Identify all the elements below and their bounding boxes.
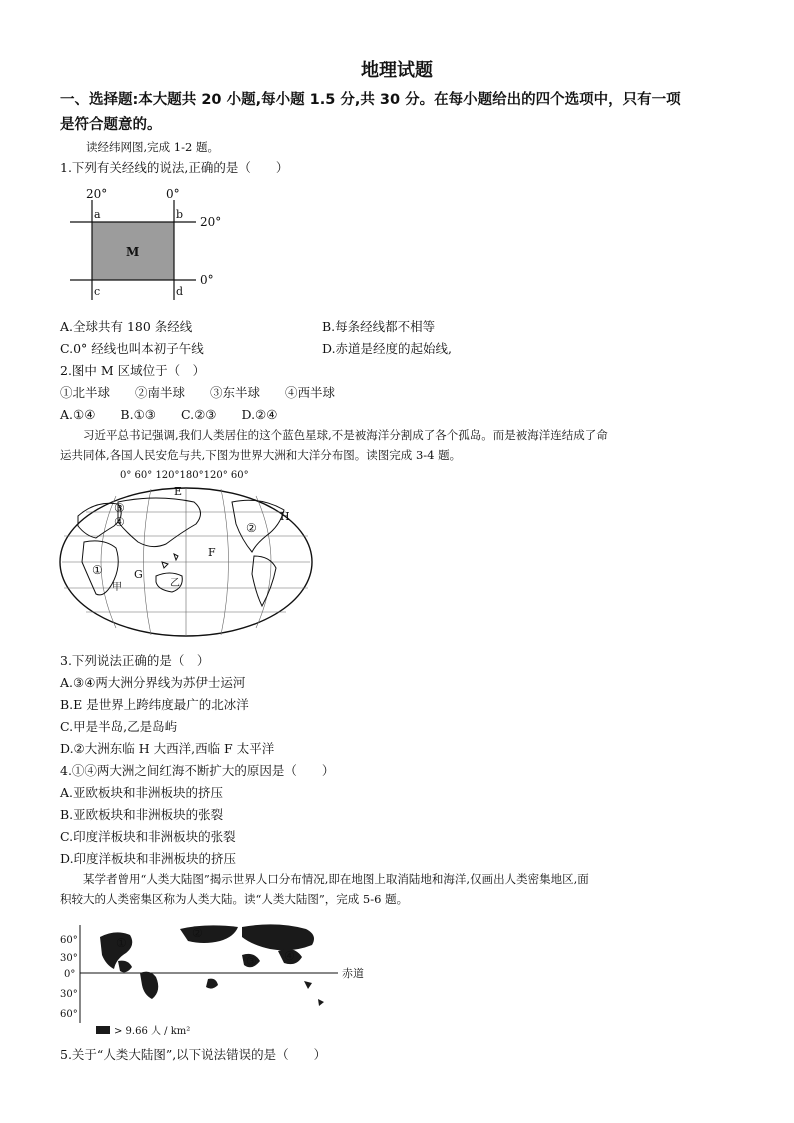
jia-label: 甲 — [112, 582, 122, 593]
q2-stem: 2.图中 M 区域位于（ ） — [60, 363, 206, 378]
q1-option-d: D.赤道是经度的起始线, — [322, 341, 453, 356]
lat-30s-label: 30° — [60, 989, 78, 1000]
continent-3-label: ③ — [114, 501, 125, 515]
q3-option-d: D.②大洲东临 H 大西洋,西临 F 太平洋 — [60, 741, 275, 756]
q1-stem: 1.下列有关经线的说法,正确的是（ ） — [60, 160, 289, 175]
cluster-2 — [180, 925, 238, 943]
cluster-asia — [242, 924, 314, 950]
latlong-grid-figure — [62, 180, 242, 302]
islands-outline — [162, 554, 178, 568]
equator-label: 赤道 — [342, 967, 364, 980]
asia-outline — [118, 498, 201, 547]
south-america-outline — [252, 556, 276, 606]
intro-q1-2: 读经纬网图,完成 1-2 题。 — [86, 140, 219, 154]
cluster-sa — [140, 972, 158, 999]
passage-5-6-line2: 积较大的人类密集区称为人类大陆。读“人类大陆图”，完成 5-6 题。 — [60, 892, 409, 906]
q1-option-b: B.每条经线都不相等 — [322, 319, 436, 334]
passage-3-4-line1: 习近平总书记强调,我们人类居住的这个蓝色星球,不是被海洋分割成了各个孤岛。而是被海洋连结成了命 — [60, 428, 608, 442]
lat-60s-label: 60° — [60, 1009, 78, 1020]
point-b: b — [176, 208, 184, 221]
q2-options: ①北半球 ②南半球 ③东半球 ④西半球 — [60, 385, 336, 400]
cluster-1-label: ① — [116, 936, 127, 950]
section-heading-line2: 是符合题意的。 — [60, 117, 162, 133]
cluster-3-label: ③ — [246, 954, 257, 968]
lon-left-label: 20° — [86, 187, 108, 201]
q4-option-d: D.印度洋板块和非洲板块的挤压 — [60, 851, 237, 866]
continent-2-label: ② — [246, 521, 257, 535]
q5-stem: 5.关于“人类大陆图”,以下说法错误的是（ ） — [60, 1047, 327, 1062]
q4-stem: 4.①④两大洲之间红海不断扩大的原因是（ ） — [60, 763, 335, 778]
q4-option-a: A.亚欧板块和非洲板块的挤压 — [60, 785, 224, 800]
q3-option-b: B.E 是世界上跨纬度最广的北冰洋 — [60, 697, 249, 712]
continent-4-label: ④ — [114, 515, 125, 529]
q1-option-c: C.0° 经线也叫本初子午线 — [60, 341, 204, 356]
map-top-labels: 0° 60° 120°180°120° 60° — [120, 470, 249, 481]
point-a: a — [94, 208, 101, 221]
legend-text: > 9.66 人 / km² — [114, 1026, 191, 1037]
region-m-label: M — [126, 245, 140, 259]
ocean-h-label: H — [280, 510, 290, 523]
ocean-e-label: E — [174, 485, 183, 498]
yi-label: 乙 — [170, 578, 180, 589]
cluster-4-label: ④ — [284, 949, 295, 963]
q3-option-a: A.③④两大洲分界线为苏伊士运河 — [60, 675, 246, 690]
q3-stem: 3.下列说法正确的是（ ） — [60, 653, 210, 668]
cluster-2-label: ② — [192, 926, 203, 940]
north-america-outline — [232, 500, 284, 552]
q4-option-b: B.亚欧板块和非洲板块的张裂 — [60, 807, 224, 822]
cluster-africa — [206, 979, 218, 989]
lat-bottom-label: 0° — [200, 273, 214, 287]
lat-60n-label: 60° — [60, 935, 78, 946]
q2-answers: A.①④ B.①③ C.②③ D.②④ — [60, 407, 278, 422]
lon-right-label: 0° — [166, 187, 180, 201]
ocean-g-label: G — [134, 568, 143, 581]
q3-option-c: C.甲是半岛,乙是岛屿 — [60, 719, 178, 734]
lat-top-label: 20° — [200, 215, 222, 229]
human-continent-figure — [56, 915, 386, 1040]
q4-option-c: C.印度洋板块和非洲板块的张裂 — [60, 829, 236, 844]
world-map-figure — [56, 466, 318, 638]
legend-swatch — [96, 1026, 110, 1034]
lat-30n-label: 30° — [60, 953, 78, 964]
cluster-islands — [304, 981, 324, 1006]
lat-0-label: 0° — [64, 969, 76, 980]
continent-1-label: ① — [92, 563, 103, 577]
point-c: c — [94, 285, 101, 298]
passage-5-6-line1: 某学者曾用“人类大陆图”揭示世界人口分布情况,即在地图上取消陆地和海洋,仅画出人类密集地区,面 — [60, 872, 589, 886]
section-heading-line1: 一、选择题:本大题共 20 小题,每小题 1.5 分,共 30 分。在每小题给出的四个选项中，只有一项 — [60, 92, 681, 108]
ocean-f-label: F — [208, 546, 216, 559]
cluster-1b — [118, 961, 132, 973]
page-title: 地理试题 — [361, 60, 433, 81]
point-d: d — [176, 285, 184, 298]
q1-option-a: A.全球共有 180 条经线 — [60, 319, 193, 334]
passage-3-4-line2: 运共同体,各国人民安危与共,下图为世界大洲和大洋分布图。读图完成 3-4 题。 — [60, 448, 462, 462]
